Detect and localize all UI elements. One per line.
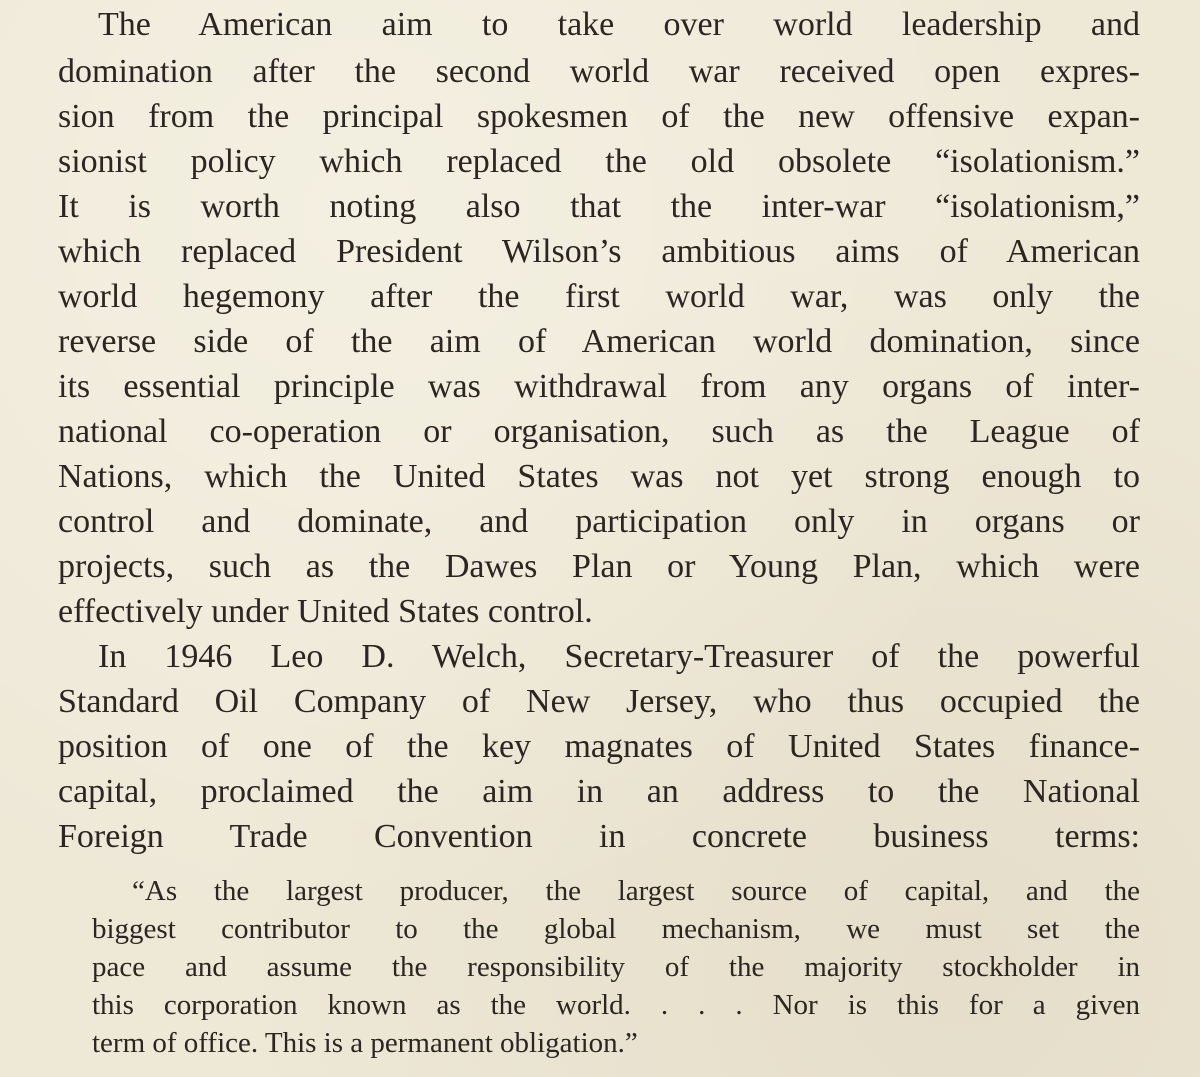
paragraph-2-line-1: In 1946 Leo D. Welch, Secretary-Treasurer of the powerful — [98, 638, 1140, 675]
quote-line-4: this corporation known as the world. . . . Nor is this for a given — [92, 989, 1140, 1021]
paragraph-1-line-11: Nations, which the United States was not yet strong enough to — [58, 458, 1140, 495]
paragraph-1-line-13: projects, such as the Dawes Plan or Young Plan, which were — [58, 548, 1140, 585]
paragraph-1-line-14: effectively under United States control. — [58, 593, 593, 630]
quote-line-5: term of office. This is a permanent obligation.” — [92, 1027, 638, 1059]
quote-line-1: “As the largest producer, the largest source of capital, and the — [132, 875, 1140, 907]
paragraph-1-line-8: reverse side of the aim of American world domination, since — [58, 323, 1140, 360]
paragraph-2-line-2: Standard Oil Company of New Jersey, who thus occupied the — [58, 683, 1140, 720]
quote-line-3: pace and assume the responsibility of the majority stockholder in — [92, 951, 1140, 983]
paragraph-1-line-6: which replaced President Wilson’s ambitious aims of American — [58, 233, 1140, 270]
paragraph-1-line-7: world hegemony after the first world war, was only the — [58, 278, 1140, 315]
paragraph-1-line-3: sion from the principal spokesmen of the new offensive expan- — [58, 98, 1140, 135]
quote-line-2: biggest contributor to the global mechanism, we must set the — [92, 913, 1140, 945]
paragraph-2-line-5: Foreign Trade Convention in concrete business terms: — [58, 818, 1140, 855]
paragraph-1-line-9: its essential principle was withdrawal from any organs of inter- — [58, 368, 1140, 405]
paragraph-1-line-5: It is worth noting also that the inter-war “isolationism,” — [58, 188, 1140, 225]
paragraph-1-line-4: sionist policy which replaced the old obsolete “isolationism.” — [58, 143, 1140, 180]
paragraph-1-line-2: domination after the second world war received open expres- — [58, 53, 1140, 90]
paragraph-1-line-12: control and dominate, and participation only in organs or — [58, 503, 1140, 540]
paragraph-2-line-4: capital, proclaimed the aim in an address to the National — [58, 773, 1140, 810]
paragraph-2-line-3: position of one of the key magnates of United States finance- — [58, 728, 1140, 765]
paragraph-1-line-10: national co-operation or organisation, such as the League of — [58, 413, 1140, 450]
paragraph-1-line-1: The American aim to take over world leadership and — [98, 6, 1140, 43]
